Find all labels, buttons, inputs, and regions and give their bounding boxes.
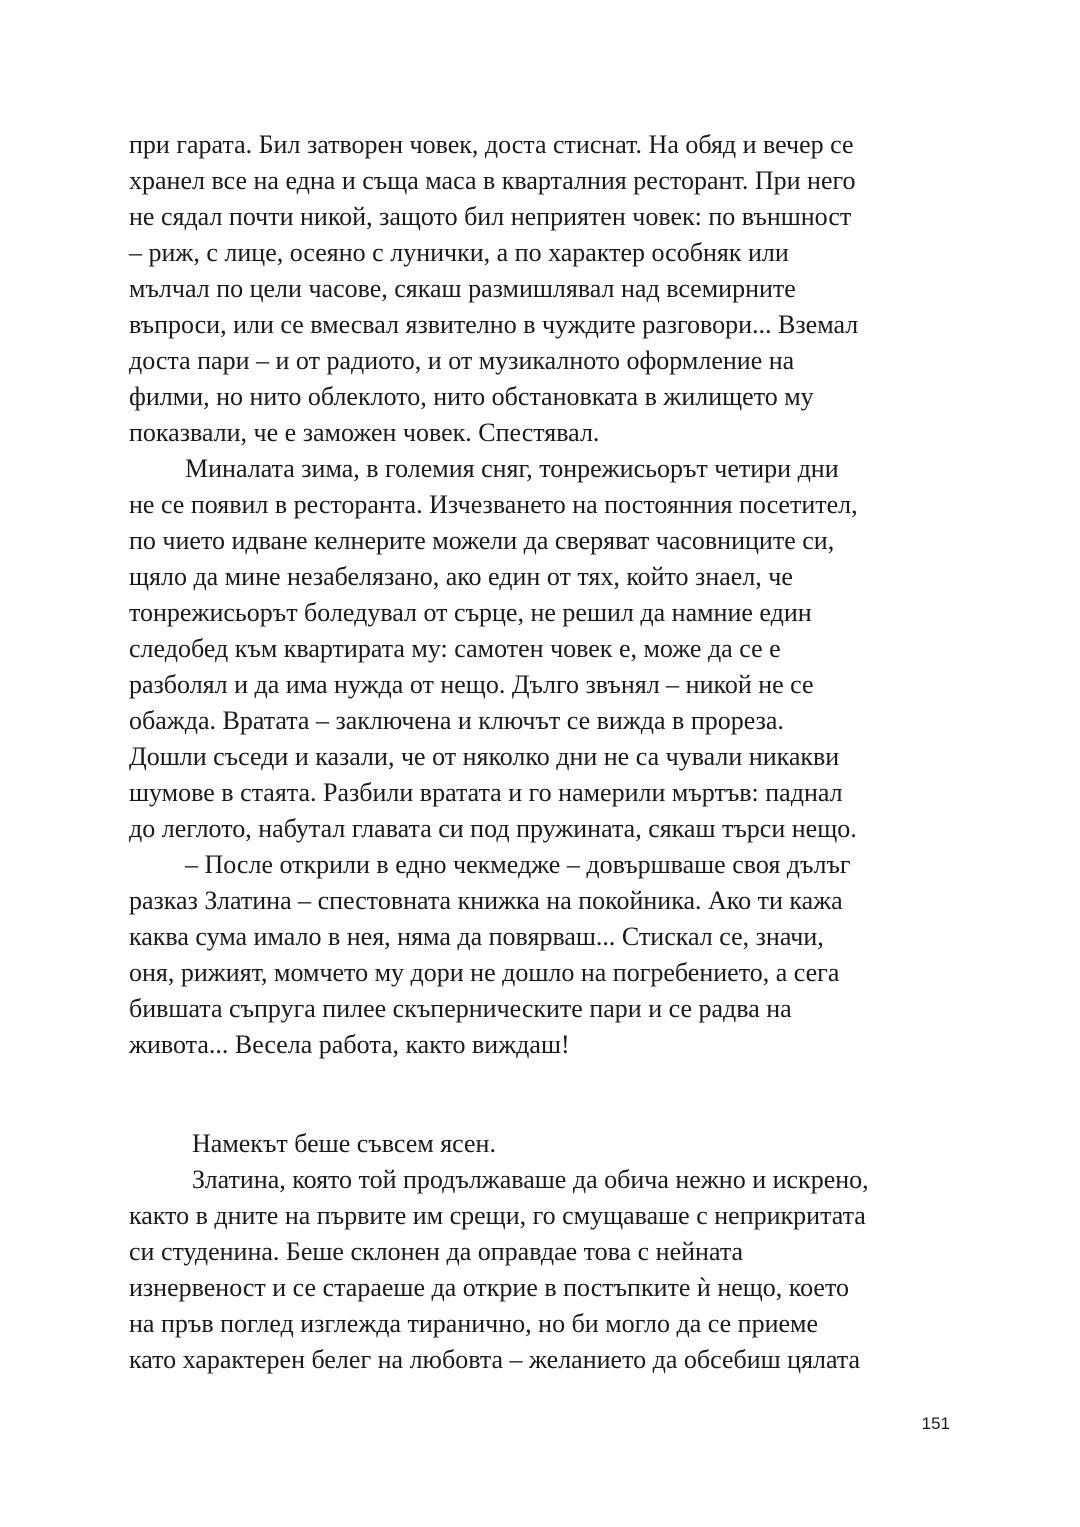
text-line: при гарата. Бил затворен човек, доста стиснат. На обяд и вечер се xyxy=(129,130,854,159)
text-line: Намекът беше съвсем ясен. xyxy=(192,1129,496,1158)
page-number: 151 xyxy=(921,1414,950,1433)
text-line: Миналата зима, в големия сняг, тонрежисьорът четири дни xyxy=(185,454,839,483)
text-line: доста пари – и от радиото, и от музикалното оформление на xyxy=(129,346,795,375)
text-line: разказ Златина – спестовната книжка на покойника. Ако ти кажа xyxy=(129,886,843,915)
body-text-block xyxy=(129,1126,959,1378)
text-line: обажда. Вратата – заключена и ключът се вижда в прореза. xyxy=(129,706,784,735)
text-line: оня, рижият, момчето му дори не дошло на погребението, а сега xyxy=(129,958,840,987)
text-line: разболял и да има нужда от нещо. Дълго звънял – никой не се xyxy=(129,670,814,699)
text-line: следобед към квартирата му: самотен човек е, може да се е xyxy=(129,634,781,663)
text-line: си студенина. Беше склонен да оправдае това с нейната xyxy=(129,1237,744,1266)
text-line: – После открили в едно чекмедже – довършваше своя дълъг xyxy=(185,850,851,879)
text-line: щяло да мине незабелязано, ако един от тях, който знаел, че xyxy=(129,562,793,591)
text-line: хранел все на една и съща маса в кварталния ресторант. При него xyxy=(129,166,856,195)
text-line: каква сума имало в нея, няма да повярваш... Стискал се, значи, xyxy=(129,922,824,951)
text-line: – риж, с лице, осеяно с лунички, а по характер особняк или xyxy=(129,238,789,267)
text-line: по чието идване келнерите можели да сверяват часовниците си, xyxy=(129,526,835,555)
text-line: мълчал по цели часове, сякаш размишлявал над всемирните xyxy=(129,274,796,303)
text-line: Златина, която той продължаваше да обича нежно и искрено, xyxy=(192,1165,869,1194)
text-line: тонрежисьорът боледувал от сърце, не решил да намние един xyxy=(129,598,812,627)
text-line: не се появил в ресторанта. Изчезването на постоянния посетител, xyxy=(129,490,858,519)
body-text-block xyxy=(129,127,959,1063)
text-line: на пръв поглед изглежда тиранично, но би могло да се приеме xyxy=(129,1309,819,1338)
text-line: както в дните на първите им срещи, го смущаваше с неприкритата xyxy=(129,1201,866,1230)
text-line: Дошли съседи и казали, че от няколко дни не са чували никакви xyxy=(129,742,840,771)
text-line: бившата съпруга пилее скъперническите пари и се радва на xyxy=(129,994,792,1023)
text-line: въпроси, или се вмесвал язвително в чуждите разговори... Вземал xyxy=(129,310,859,339)
text-line: изнервеност и се стараеше да открие в постъпките ѝ нещо, което xyxy=(129,1273,849,1302)
text-line: до леглото, набутал главата си под пружината, сякаш търси нещо. xyxy=(129,814,857,843)
text-line: показвали, че е заможен човек. Спестявал. xyxy=(129,418,600,447)
text-line: като характерен белег на любовта – желанието да обсебиш цялата xyxy=(129,1345,861,1374)
text-line: филми, но нито облеклото, нито обстановката в жилището му xyxy=(129,382,814,411)
text-line: шумове в стаята. Разбили вратата и го намерили мъртъв: паднал xyxy=(129,778,843,807)
text-line: не сядал почти никой, защото бил неприятен човек: по външност xyxy=(129,202,852,231)
text-line: живота... Весела работа, както виждаш! xyxy=(129,1030,570,1059)
